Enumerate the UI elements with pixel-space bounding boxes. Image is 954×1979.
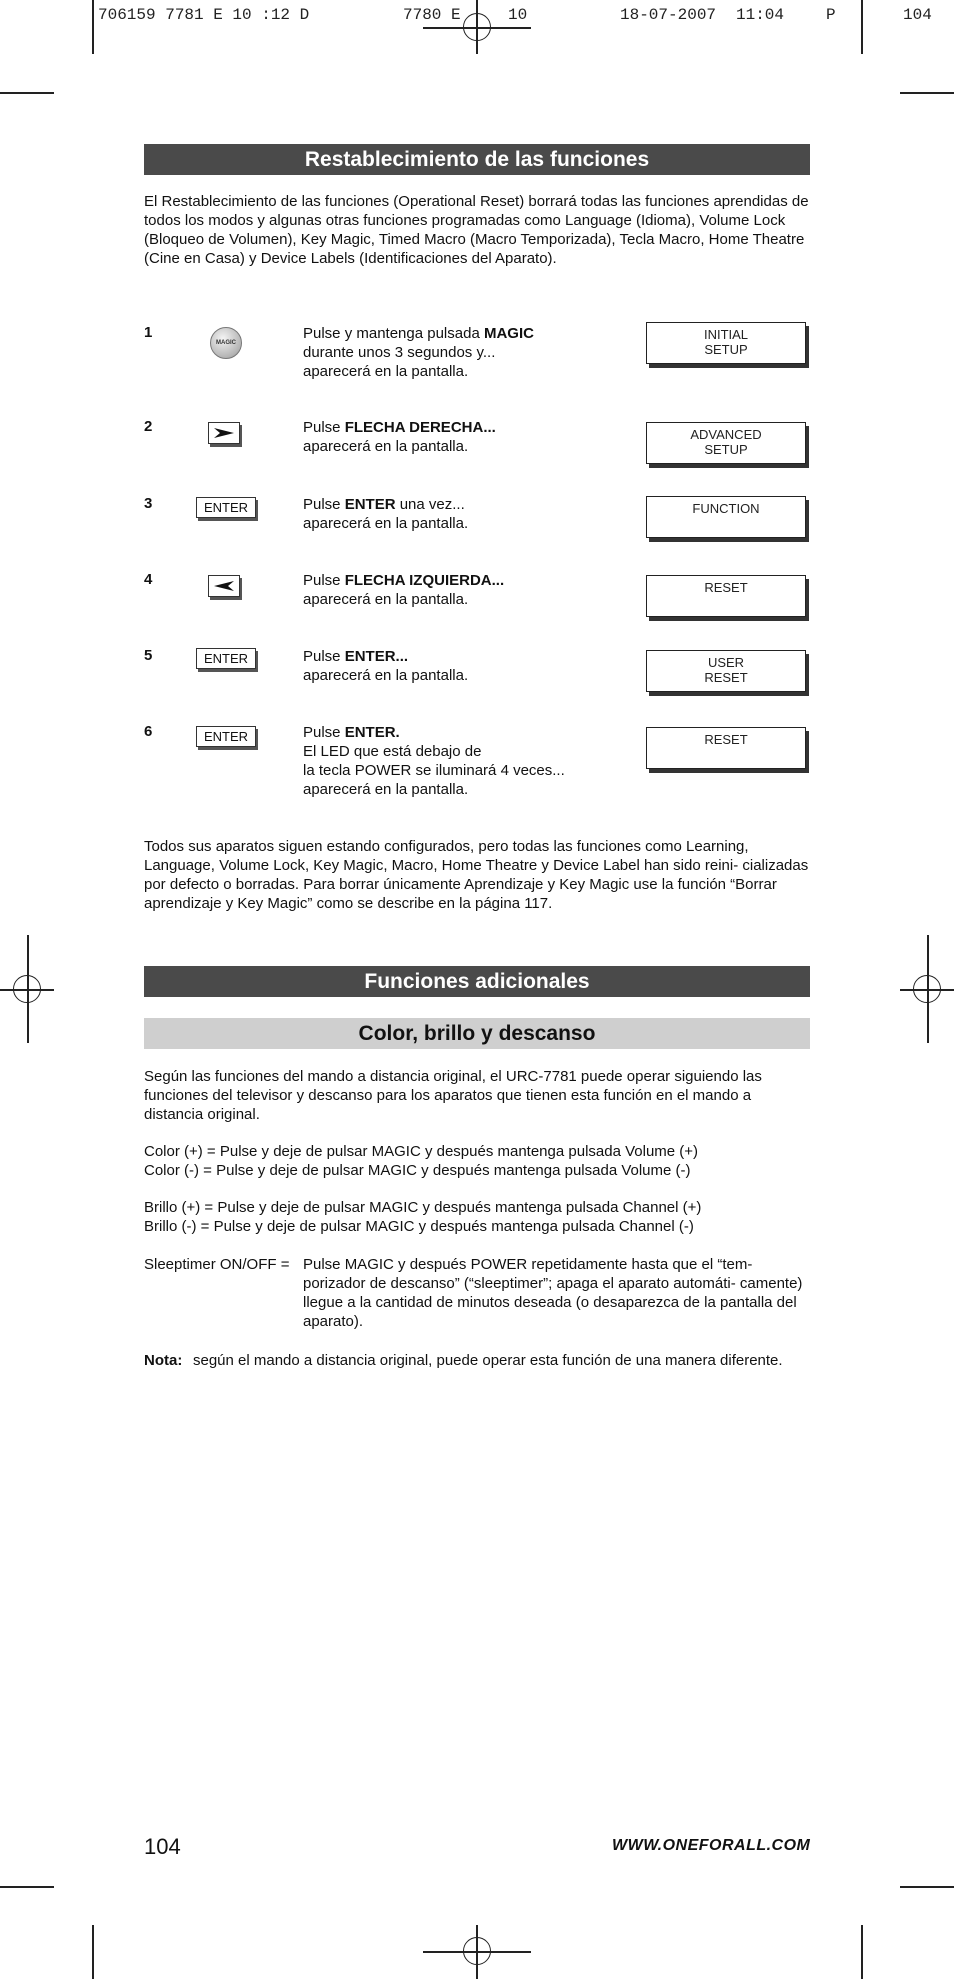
crop-mark [861,1925,863,1979]
crop-mark [900,1886,954,1888]
crop-mark [0,1886,54,1888]
enter-key-icon: ENTER [196,648,256,669]
crop-mark [861,0,863,54]
brillo-minus-line: Brillo (-) = Pulse y deje de pulsar MAGIC y después mantenga pulsada Channel (-) [144,1218,694,1235]
section-subtitle-color: Color, brillo y descanso [144,1018,810,1049]
step-text: Pulse ENTER... aparecerá en la pantalla. [303,648,469,684]
section-title-reset: Restablecimiento de las funciones [144,144,810,175]
print-date: 18-07-2007 [620,6,717,24]
color-minus-line: Color (-) = Pulse y deje de pulsar MAGIC y después mantenga pulsada Volume (-) [144,1162,691,1179]
step-text: Pulse FLECHA DERECHA... aparecerá en la pantalla. [303,419,496,455]
step-text: Pulse y mantenga pulsada MAGIC durante unos 3 segundos y... aparecerá en la pantalla. [303,325,534,380]
print-letter: P [826,6,836,24]
print-code: 7780 E [403,6,461,24]
lcd-display: USER RESET [646,650,806,692]
lcd-display: INITIAL SETUP [646,322,806,364]
arrow-right-key-icon [208,422,240,444]
lcd-display: ADVANCED SETUP [646,422,806,464]
print-page-ref: 10 [508,6,528,24]
crop-mark [92,1925,94,1979]
step-text: Pulse ENTER una vez... aparecerá en la pantalla. [303,496,469,532]
section-intro-color: Según las funciones del mando a distancia original, el URC-7781 puede operar siguiendo las funciones del televisor y descanso para los aparatos que tienen esta función en el mando a distancia original. [144,1068,762,1123]
magic-button-icon: MAGIC [210,327,242,359]
crop-mark [0,92,54,94]
print-time: 11:04 [736,6,785,24]
step-number: 3 [144,495,153,512]
lcd-display: RESET [646,727,806,769]
step-number: 4 [144,571,153,588]
lcd-display: FUNCTION [646,496,806,538]
section-intro-reset: El Restablecimiento de las funciones (Operational Reset) borrará todas las funciones aprendidas de todos los modos y algunas otras funciones programadas como Language (Idioma), Volume Lock (Bloqueo de Volumen), Key Magic, Timed Macro (Macro Temporizada), Tecla Macro, Home Theatre (Cine en Casa) y Device Labels (Identificaciones del Aparato). [144,193,809,267]
sleeptimer-text: Pulse MAGIC y después POWER repetidamente hasta que el “tem- porizador de descanso” (“sleeptimer”; apaga el aparato automáti- camente) llegue a la cantidad de minutos deseada (o desaparezca de la pantalla del aparato). [303,1256,803,1330]
crop-mark [900,92,954,94]
website-url: WWW.ONEFORALL.COM [612,1837,811,1854]
note-text: según el mando a distancia original, puede operar esta función de una manera diferente. [193,1352,783,1369]
lcd-display: RESET [646,575,806,617]
step-number: 2 [144,418,153,435]
step-number: 6 [144,723,153,740]
step-text: Pulse FLECHA IZQUIERDA... aparecerá en la pantalla. [303,572,505,608]
sleeptimer-label: Sleeptimer ON/OFF = [144,1256,290,1273]
step-number: 5 [144,647,153,664]
enter-key-icon: ENTER [196,497,256,518]
print-job: 706159 7781 E 10 :12 D [98,6,310,24]
brillo-plus-line: Brillo (+) = Pulse y deje de pulsar MAGIC y después mantenga pulsada Channel (+) [144,1199,702,1216]
section-title-additional: Funciones adicionales [144,966,810,997]
enter-key-icon: ENTER [196,726,256,747]
print-page: 104 [903,6,932,24]
crop-mark [92,0,94,54]
color-plus-line: Color (+) = Pulse y deje de pulsar MAGIC y después mantenga pulsada Volume (+) [144,1143,699,1160]
page-number: 104 [144,1834,181,1859]
step-number: 1 [144,324,153,341]
arrow-left-key-icon [208,575,240,597]
section-footer-reset: Todos sus aparatos siguen estando configurados, pero todas las funciones como Learning, Language, Volume Lock, Key Magic, Macro, Home Theatre y Device Label han sido reini- cializadas por defecto o borradas. Para borrar únicamente Aprendizaje y Key Magic use la función “Borrar aprendizaje y Key Magic” como se describe en la página 117. [144,838,809,912]
note-label: Nota: [144,1352,183,1369]
step-text: Pulse ENTER. El LED que está debajo de la tecla POWER se iluminará 4 veces... aparecerá en la pantalla. [303,724,565,798]
